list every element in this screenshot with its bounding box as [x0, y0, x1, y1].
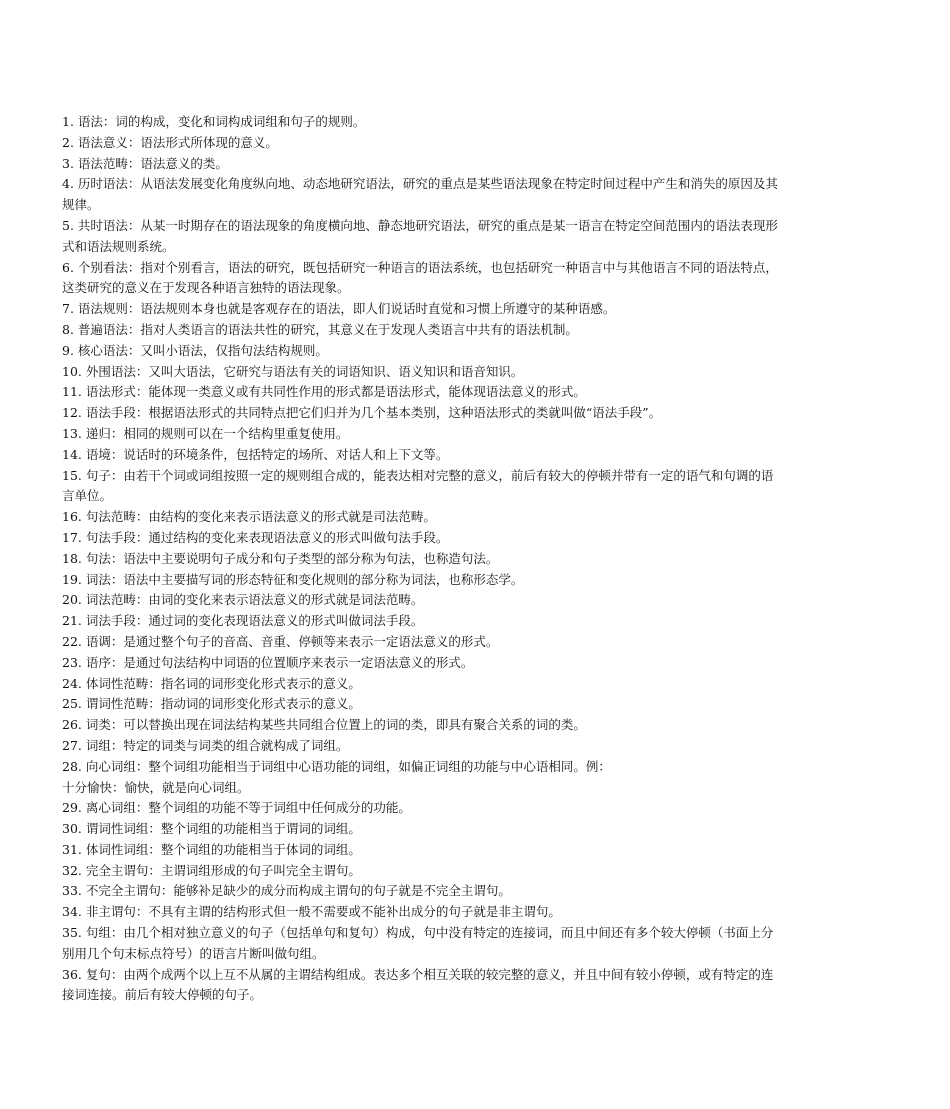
definition-entry — [62, 362, 896, 383]
definition-line: 17. 句法手段：通过结构的变化来表现语法意义的形式叫做句法手段。 — [62, 529, 449, 545]
definition-line: 3. 语法范畴：语法意义的类。 — [62, 155, 228, 171]
definition-entry — [62, 549, 896, 570]
definition-line: 13. 递归：相同的规则可以在一个结构里重复使用。 — [62, 425, 349, 441]
definition-entry — [62, 674, 896, 695]
definition-line: 12. 语法手段：根据语法形式的共同特点把它们归并为几个基本类别，这种语法形式的类就叫做“语法手段”。 — [62, 405, 662, 421]
definition-entry — [62, 715, 896, 736]
definition-line: 4. 历时语法：从语法发展变化角度纵向地、动态地研究语法，研究的重点是某些语法现象在特定时间过程中产生和消失的原因及其 — [62, 176, 778, 192]
definition-line: 16. 句法范畴：由结构的变化来表示语法意义的形式就是司法范畴。 — [62, 509, 436, 525]
definition-entry — [62, 341, 896, 362]
definition-entry — [62, 798, 896, 819]
definition-line: 32. 完全主谓句：主谓词组形成的句子叫完全主谓句。 — [62, 862, 361, 878]
definition-entry — [62, 466, 896, 508]
definition-line: 23. 语序：是通过句法结构中词语的位置顺序来表示一定语法意义的形式。 — [62, 654, 474, 670]
definition-entry — [62, 112, 896, 133]
definition-entry — [62, 923, 896, 965]
definition-line: 20. 词法范畴：由词的变化来表示语法意义的形式就是词法范畴。 — [62, 592, 424, 608]
definition-entry — [62, 611, 896, 632]
definition-entry — [62, 881, 896, 902]
definition-line: 规律。 — [62, 197, 100, 213]
definition-line: 式和语法规则系统。 — [62, 238, 175, 254]
definition-line: 34. 非主谓句：不具有主谓的结构形式但一般不需要或不能补出成分的句子就是非主谓句。 — [62, 904, 561, 920]
definition-entry — [62, 632, 896, 653]
definition-line: 24. 体词性范畴：指名词的词形变化形式表示的意义。 — [62, 675, 361, 691]
definition-line: 19. 词法：语法中主要描写词的形态特征和变化规则的部分称为词法，也称形态学。 — [62, 571, 524, 587]
definition-line: 22. 语调：是通过整个句子的音高、音重、停顿等来表示一定语法意义的形式。 — [62, 633, 499, 649]
definition-line: 十分愉快：愉快，就是向心词组。 — [62, 779, 250, 795]
definition-line: 18. 句法：语法中主要说明句子成分和句子类型的部分称为句法，也称造句法。 — [62, 550, 499, 566]
definition-entry — [62, 216, 896, 258]
definition-entry — [62, 840, 896, 861]
definition-entry — [62, 902, 896, 923]
definition-entry — [62, 819, 896, 840]
definition-entry — [62, 154, 896, 175]
definition-entry — [62, 445, 896, 466]
definition-line: 26. 词类：可以替换出现在词法结构某些共同组合位置上的词的类，即具有聚合关系的词的类。 — [62, 717, 586, 733]
definition-line: 14. 语境：说话时的环境条件，包括特定的场所、对话人和上下文等。 — [62, 446, 449, 462]
definition-line: 25. 谓词性范畴：指动词的词形变化形式表示的意义。 — [62, 696, 361, 712]
definition-line: 6. 个别看法：指对个别看言，语法的研究，既包括研究一种语言的语法系统，也包括研究一种语言中与其他语言不同的语法特点， — [62, 259, 778, 275]
definition-line: 别用几个句末标点符号）的语言片断叫做句组。 — [62, 945, 325, 961]
definition-entry — [62, 320, 896, 341]
definition-entry — [62, 736, 896, 757]
definition-line: 8. 普遍语法：指对人类语言的语法共性的研究，其意义在于发现人类语言中共有的语法机制。 — [62, 321, 578, 337]
definition-line: 9. 核心语法：又叫小语法，仅指句法结构规则。 — [62, 342, 328, 358]
definition-entry — [62, 694, 896, 715]
definition-entry — [62, 424, 896, 445]
definition-line: 11. 语法形式：能体现一类意义或有共同性作用的形式都是语法形式，能体现语法意义的形式。 — [62, 384, 586, 400]
definition-line: 33. 不完全主谓句：能够补足缺少的成分而构成主谓句的句子就是不完全主谓句。 — [62, 883, 511, 899]
definition-entry — [62, 403, 896, 424]
definition-entry — [62, 299, 896, 320]
definition-line: 36. 复句：由两个成两个以上互不从属的主谓结构组成。表达多个相互关联的较完整的意义，并且中间有较小停顿，或有特定的连 — [62, 966, 774, 982]
definition-line: 7. 语法规则：语法规则本身也就是客观存在的语法，即人们说话时直觉和习惯上所遵守的某种语感。 — [62, 301, 616, 317]
definition-entry — [62, 965, 896, 1007]
definition-line: 35. 句组：由几个相对独立意义的句子（包括单句和复句）构成，句中没有特定的连接词，而且中间还有多个较大停顿（书面上分 — [62, 925, 774, 941]
definition-line: 10. 外围语法：又叫大语法，它研究与语法有关的词语知识、语义知识和语音知识。 — [62, 363, 524, 379]
definition-entry — [62, 653, 896, 674]
definition-entry — [62, 133, 896, 154]
definition-entry — [62, 861, 896, 882]
definition-line: 27. 词组：特定的词类与词类的组合就构成了词组。 — [62, 737, 349, 753]
definition-line: 接词连接。前后有较大停顿的句子。 — [62, 987, 263, 1003]
definition-entry — [62, 507, 896, 528]
definition-entry — [62, 382, 896, 403]
definition-entry — [62, 570, 896, 591]
definition-line: 28. 向心词组：整个词组功能相当于词组中心语功能的词组，如偏正词组的功能与中心语相同。例： — [62, 758, 611, 774]
definition-line: 1. 语法：词的构成，变化和词构成词组和句子的规则。 — [62, 114, 366, 129]
definition-line: 21. 词法手段：通过词的变化表现语法意义的形式叫做词法手段。 — [62, 613, 424, 629]
definition-entry — [62, 174, 896, 216]
definition-entry — [62, 590, 896, 611]
definition-line: 2. 语法意义：语法形式所体现的意义。 — [62, 134, 278, 150]
definition-line: 29. 离心词组：整个词组的功能不等于词组中任何成分的功能。 — [62, 800, 411, 816]
definition-line: 15. 句子：由若干个词或词组按照一定的规则组合成的，能表达相对完整的意义，前后有较大的停顿并带有一定的语气和句调的语 — [62, 467, 774, 483]
definition-line: 30. 谓词性词组：整个词组的功能相当于谓词的词组。 — [62, 821, 361, 837]
definition-line: 这类研究的意义在于发现各种语言独特的语法现象。 — [62, 280, 350, 296]
definition-entry — [62, 528, 896, 549]
definition-line: 5. 共时语法：从某一时期存在的语法现象的角度横向地、静态地研究语法，研究的重点是某一语言在特定空间范围内的语法表现形 — [62, 217, 778, 233]
definition-entry — [62, 258, 896, 300]
definition-line: 言单位。 — [62, 488, 113, 504]
definition-line: 31. 体词性词组：整个词组的功能相当于体词的词组。 — [62, 841, 361, 857]
definition-entry — [62, 757, 896, 799]
document-page — [62, 112, 896, 1006]
